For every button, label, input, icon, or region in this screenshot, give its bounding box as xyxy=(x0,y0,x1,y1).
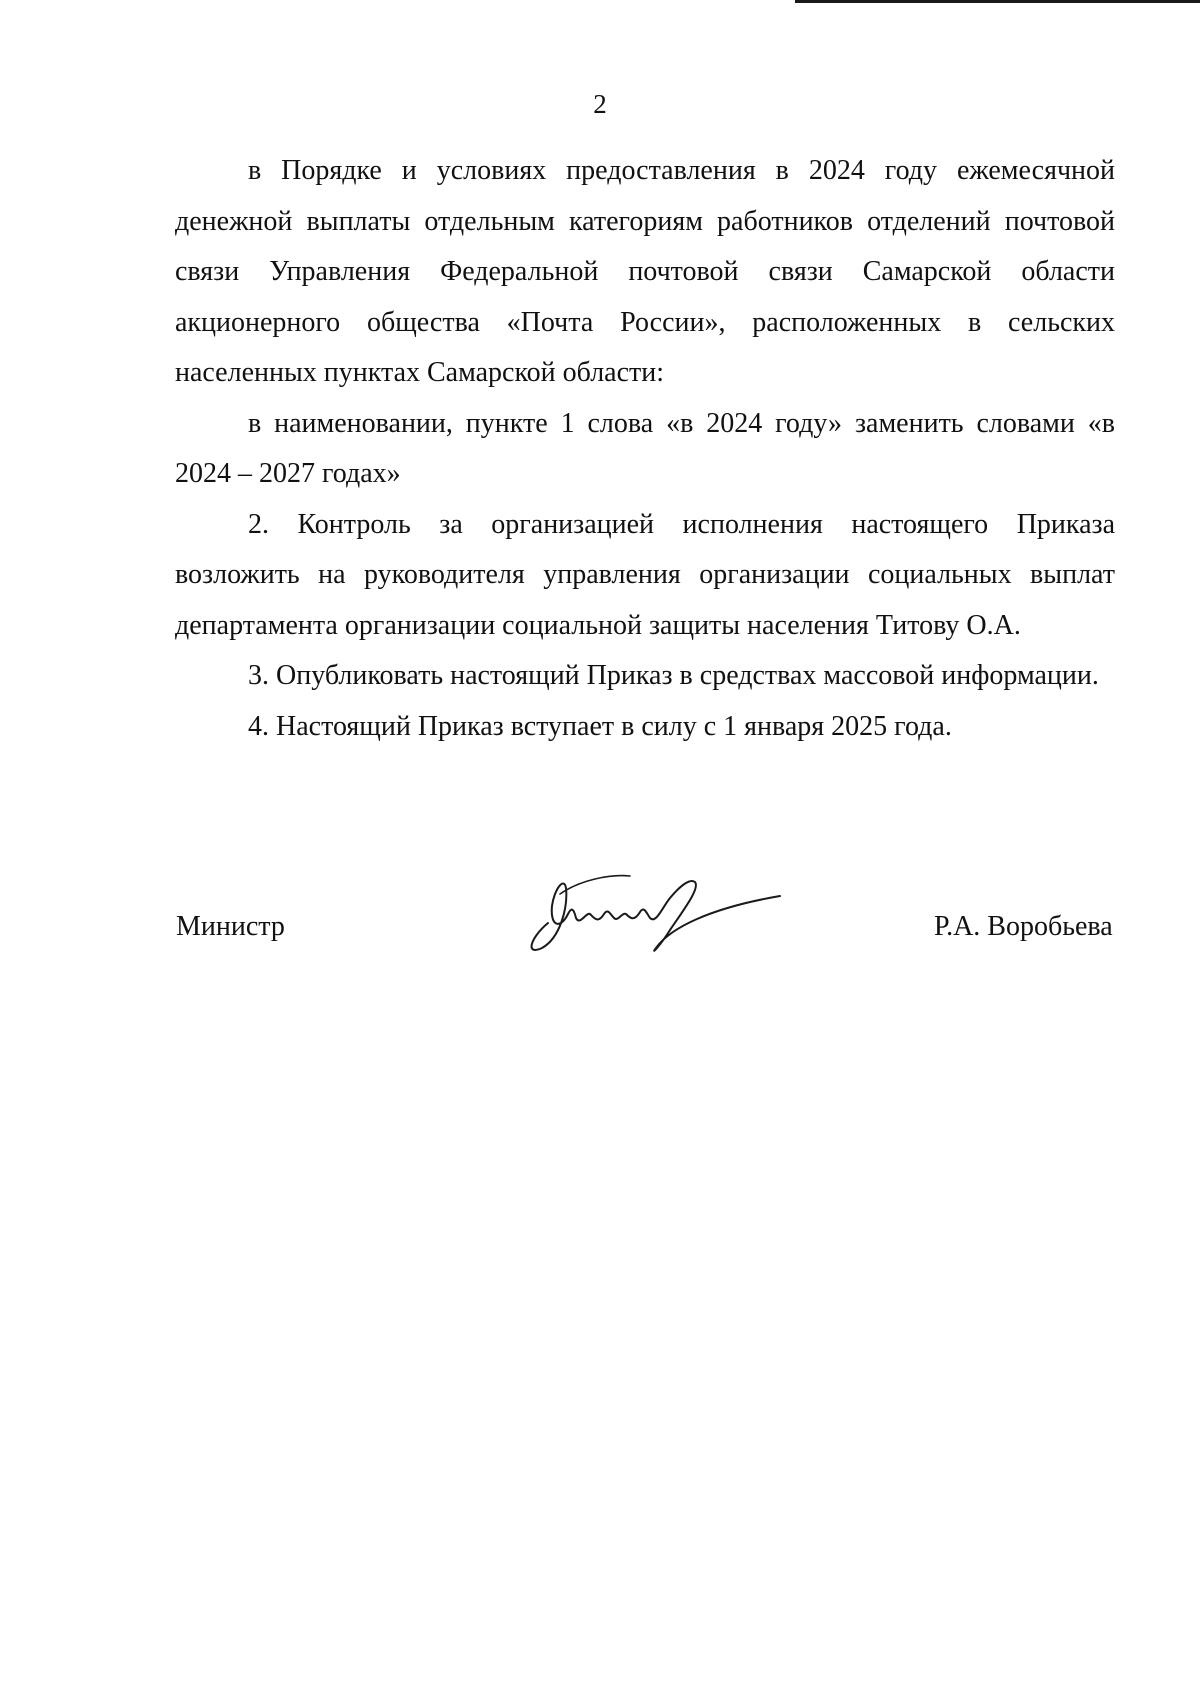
scan-edge-line xyxy=(795,0,1200,3)
signer-name: Р.А. Воробьева xyxy=(934,911,1113,942)
paragraph-item-2: 2. Контроль за организацией исполнения настоящего Приказа возложить на руководителя управления организации социальных выплат департамента организации социальной защиты населения Титову О.А. xyxy=(175,508,1115,641)
handwritten-signature xyxy=(520,868,800,958)
paragraph-amendment: в наименовании, пункте 1 слова «в 2024 году» заменить словами «в 2024 – 2027 годах» xyxy=(175,407,1115,489)
paragraph-item-4: 4. Настоящий Приказ вступает в силу с 1 января 2025 года. xyxy=(248,710,952,742)
page-number: 2 xyxy=(593,89,607,119)
document-body xyxy=(175,146,1115,752)
paragraph-intro: в Порядке и условиях предоставления в 2024 году ежемесячной денежной выплаты отдельным категориям работников отделений почтовой связи Управления Федеральной почтовой связи Самарской области акционерного общества «Почта России», расположенных в сельских населенных пунктах Самарской области: xyxy=(175,155,1115,388)
signer-position: Министр xyxy=(176,911,285,942)
paragraph-item-3: 3. Опубликовать настоящий Приказ в средствах массовой информации. xyxy=(248,660,1099,691)
